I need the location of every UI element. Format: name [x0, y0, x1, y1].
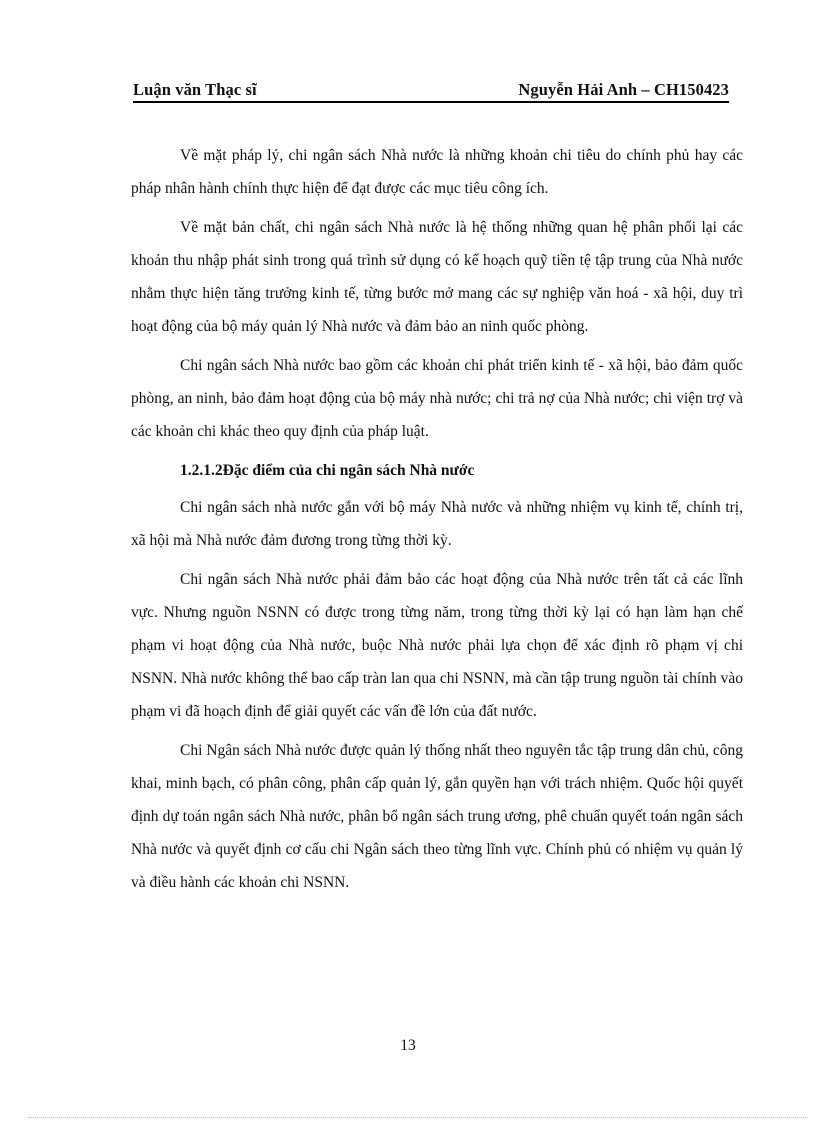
section-heading: 1.2.1.2Đặc điểm của chi ngân sách Nhà nước — [180, 462, 475, 479]
paragraph-spending-components: Chi ngân sách Nhà nước bao gồm các khoản chi phát triển kinh tế - xã hội, bảo đảm quốc phòng, an ninh, bảo đảm hoạt động của bộ máy nhà nước; chi trả nợ của Nhà nước; chi viện trợ và các khoản chi khác theo quy định của pháp luật. — [131, 357, 743, 440]
paragraph-nature-definition: Về mặt bản chất, chi ngân sách Nhà nước là hệ thống những quan hệ phân phối lại các khoản thu nhập phát sinh trong quá trình sử dụng có kế hoạch quỹ tiền tệ tập trung của Nhà nước nhằm thực hiện tăng trưởng kinh tế, từng bước mở mang các sự nghiệp văn hoá - xã hội, duy trì hoạt động của bộ máy quản lý Nhà nước và đảm bảo an ninh quốc phòng. — [131, 219, 743, 335]
header-thesis-type: Luận văn Thạc sĩ — [133, 80, 257, 99]
page-number: 13 — [400, 1037, 416, 1054]
paragraph-characteristic-2: Chi ngân sách Nhà nước phải đảm bảo các hoạt động của Nhà nước trên tất cả các lĩnh vực. Nhưng nguồn NSNN có được trong từng năm, trong từng thời kỳ lại có hạn làm hạn chế phạm vi hoạt động của Nhà nước, buộc Nhà nước phải lựa chọn để xác định rõ phạm vị chi NSNN. Nhà nước không thể bao cấp tràn lan qua chi NSNN, mà cần tập trung nguồn tài chính vào phạm vi đã hoạch định để giải quyết các vấn đề lớn của đất nước. — [131, 571, 743, 720]
paragraph-legal-definition: Về mặt pháp lý, chi ngân sách Nhà nước là những khoản chi tiêu do chính phủ hay các pháp nhân hành chính thực hiện để đạt được các mục tiêu công ích. — [131, 147, 743, 197]
page-header — [133, 74, 729, 100]
page-body — [131, 139, 743, 905]
header-author: Nguyễn Hải Anh – CH150423 — [518, 80, 729, 99]
page-bottom-edge — [28, 1117, 808, 1118]
header-divider — [133, 101, 729, 103]
paragraph-characteristic-1: Chi ngân sách nhà nước gắn với bộ máy Nhà nước và những nhiệm vụ kinh tế, chính trị, xã hội mà Nhà nước đảm đương trong từng thời kỳ. — [131, 499, 743, 549]
paragraph-characteristic-3: Chi Ngân sách Nhà nước được quản lý thống nhất theo nguyên tắc tập trung dân chủ, công khai, minh bạch, có phân công, phân cấp quản lý, gắn quyền hạn với trách nhiệm. Quốc hội quyết định dự toán ngân sách Nhà nước, phân bổ ngân sách trung ương, phê chuẩn quyết toán ngân sách Nhà nước và quyết định cơ cấu chi Ngân sách theo từng lĩnh vực. Chính phủ có nhiệm vụ quản lý và điều hành các khoản chi NSNN. — [131, 742, 743, 891]
